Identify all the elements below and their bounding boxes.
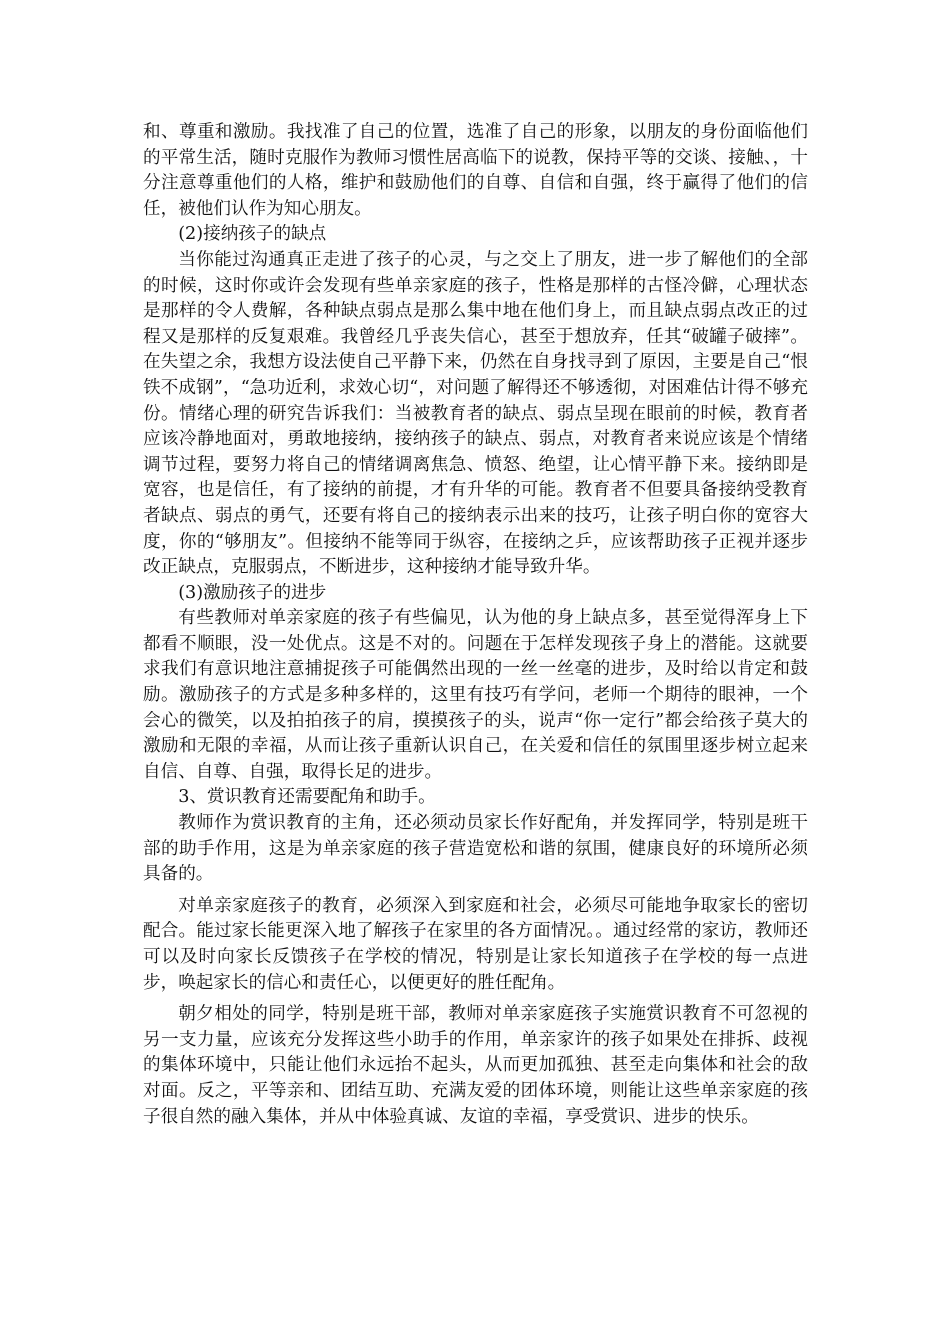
paragraph-family-cooperation: 对单亲家庭孩子的教育，必须深入到家庭和社会，必须尽可能地争取家长的密切配合。能过家长能更深入地了解孩子在家里的各方面情况。。通过经常的家访，教师还可以及时向家长反馈孩子在学校的情况，特别是让家长知道孩子在学校的每一点进步，唤起家长的信心和责任心，以便更好的胜任配角。 bbox=[143, 895, 808, 993]
heading-supporting-roles: 3、赏识教育还需要配角和助手。 bbox=[178, 787, 436, 808]
paragraph-accept-shortcomings: 当你能过沟通真正走进了孩子的心灵，与之交上了朋友，进一步了解他们的全部的时候，这时你或许会发现有些单亲家庭的孩子，性格是那样的古怪冷僻，心理状态是那样的令人费解，各种缺点弱点是那么集中地在他们身上，而且缺点弱点改正的过程又是那样的反复艰难。我曾经几乎丧失信心，甚至于想放弃，任其“破罐子破摔”。在失望之余，我想方设法使自己平静下来，仍然在自身找寻到了原因，主要是自己“恨铁不成钢”，“急功近利，求效心切“，对问题了解得还不够透彻，对困难估计得不够充份。情绪心理的研究告诉我们：当被教育者的缺点、弱点呈现在眼前的时候，教育者应该冷静地面对，勇敢地接纳，接纳孩子的缺点、弱点，对教育者来说应该是个情绪调节过程，要努力将自己的情绪调离焦急、愤怒、绝望，让心情平静下来。接纳即是宽容，也是信任，有了接纳的前提，才有升华的可能。教育者不但要具备接纳受教育者缺点、弱点的勇气，还要有将自己的接纳表示出来的技巧，让孩子明白你的宽容大度，你的“够朋友”。但接纳不能等同于纵容，在接纳之乒，应该帮助孩子正视并逐步改正缺点，克服弱点，不断进步，这种接纳才能导致升华。 bbox=[143, 249, 808, 578]
subheading-accept-shortcomings: (2)接纳孩子的缺点 bbox=[178, 224, 327, 245]
paragraph-teacher-main-role: 教师作为赏识教育的主角，还必须动员家长作好配角，并发挥同学，特别是班干部的助手作用，这是为单亲家庭的孩子营造宽松和谐的氛围，健康良好的环境所必须具备的。 bbox=[143, 813, 808, 885]
paragraph-respect-continued: 和、尊重和激励。我找准了自己的位置，选准了自己的形象，以朋友的身份面临他们的平常生活，随时克服作为教师习惯性居高临下的说教，保持平等的交谈、接触、，十分注意尊重他们的人格，维护和鼓励他们的自尊、自信和自强，终于赢得了他们的信任，被他们认作为知心朋友。 bbox=[143, 122, 808, 219]
paragraph-classmates-support: 朝夕相处的同学，特别是班干部，教师对单亲家庭孩子实施赏识教育不可忽视的另一支力量，应该充分发挥这些小助手的作用，单亲家许的孩子如果处在排拆、歧视的集体环境中，只能让他们永远抬不起头，从而更加孤独、甚至走向集体和社会的敌对面。反之，平等亲和、团结互助、充满友爱的团体环境，则能让这些单亲家庭的孩子很自然的融入集体，并从中体验真诚、友谊的幸福，享受赏识、进步的快乐。 bbox=[143, 1004, 808, 1127]
document-body bbox=[143, 120, 808, 1130]
subheading-encourage-progress: (3)激励孩子的进步 bbox=[178, 582, 327, 603]
paragraph-encourage-progress: 有些教师对单亲家庭的孩子有些偏见，认为他的身上缺点多，甚至觉得浑身上下都看不顺眼，没一处优点。这是不对的。问题在于怎样发现孩子身上的潜能。这就要求我们有意识地注意捕捉孩子可能偶然出现的一丝一丝毫的进步，及时给以肯定和鼓励。激励孩子的方式是多种多样的，这里有技巧有学问，老师一个期待的眼神，一个会心的微笑，以及拍拍孩子的肩，摸摸孩子的头，说声“你一定行”都会给孩子莫大的激励和无限的幸福，从而让孩子重新认识自己，在关爱和信任的氛围里逐步树立起来自信、自尊、自强，取得长足的进步。 bbox=[143, 608, 808, 782]
